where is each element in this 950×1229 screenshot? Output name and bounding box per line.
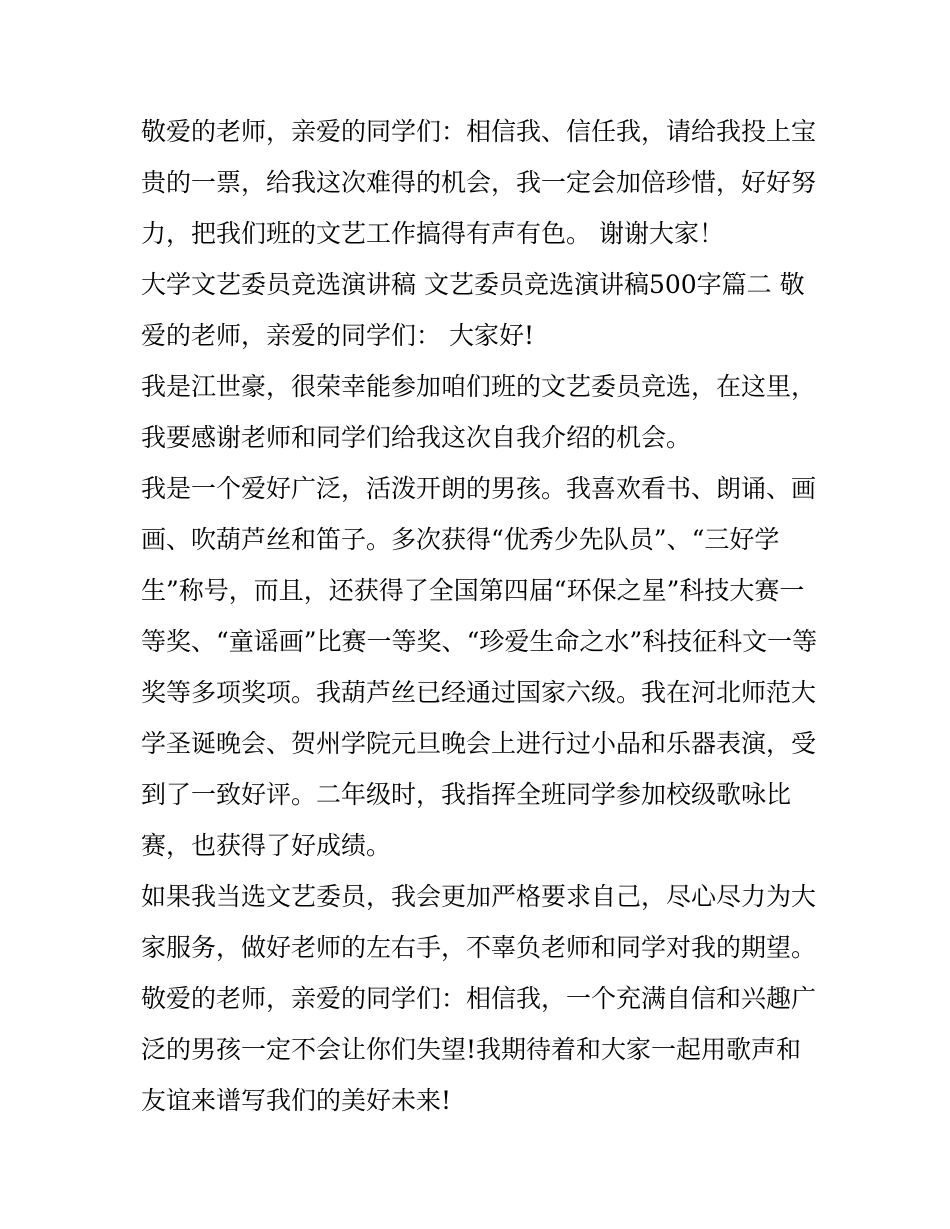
text-line: 画、吹葫芦丝和笛子。多次获得“优秀少先队员”、“三好学	[141, 525, 780, 554]
paragraph-introduction	[141, 361, 821, 463]
text-line: 友谊来谱写我们的美好未来!	[141, 1086, 452, 1115]
paragraph-commitment	[141, 871, 821, 973]
text-line: 敬爱的老师，亲爱的同学们：相信我，一个充满自信和兴趣广	[141, 984, 817, 1013]
text-line: 奖等多项奖项。我葫芦丝已经通过国家六级。我在河北师范大	[141, 678, 817, 707]
text-line: 贵的一票，给我这次难得的机会，我一定会加倍珍惜，好好努	[141, 168, 817, 197]
text-line: 大学文艺委员竞选演讲稿 文艺委员竞选演讲稿500字篇二 敬	[141, 270, 805, 299]
text-line: 敬爱的老师，亲爱的同学们：相信我、信任我，请给我投上宝	[141, 117, 817, 146]
paragraph-final-appeal	[141, 973, 821, 1126]
text-line: 到了一致好评。二年级时，我指挥全班同学参加校级歌咏比	[141, 780, 792, 809]
paragraph-section-heading	[141, 259, 821, 361]
text-line: 我是江世豪，很荣幸能参加咱们班的文艺委员竞选，在这里，	[141, 372, 817, 401]
text-line: 我是一个爱好广泛，活泼开朗的男孩。我喜欢看书、朗诵、画	[141, 474, 817, 503]
text-line: 力，把我们班的文艺工作搞得有声有色。 谢谢大家！	[141, 219, 724, 248]
document-body	[141, 106, 821, 1126]
text-line: 等奖、“童谣画”比赛一等奖、“珍爱生命之水”科技征科文一等	[141, 627, 818, 656]
text-line: 家服务，做好老师的左右手，不辜负老师和同学对我的期望。	[141, 933, 817, 962]
text-line: 学圣诞晚会、贺州学院元旦晚会上进行过小品和乐器表演，受	[141, 729, 817, 758]
text-line: 爱的老师，亲爱的同学们： 大家好!	[141, 321, 534, 350]
text-line: 泛的男孩一定不会让你们失望!我期待着和大家一起用歌声和	[141, 1035, 802, 1064]
text-line: 我要感谢老师和同学们给我这次自我介绍的机会。	[141, 423, 692, 452]
text-line: 如果我当选文艺委员，我会更加严格要求自己，尽心尽力为大	[141, 882, 817, 911]
paragraph-achievements	[141, 463, 821, 871]
text-line: 赛，也获得了好成绩。	[141, 831, 392, 860]
text-line: 生”称号，而且，还获得了全国第四届“环保之星”科技大赛一	[141, 576, 805, 605]
paragraph-closing-appeal	[141, 106, 821, 259]
